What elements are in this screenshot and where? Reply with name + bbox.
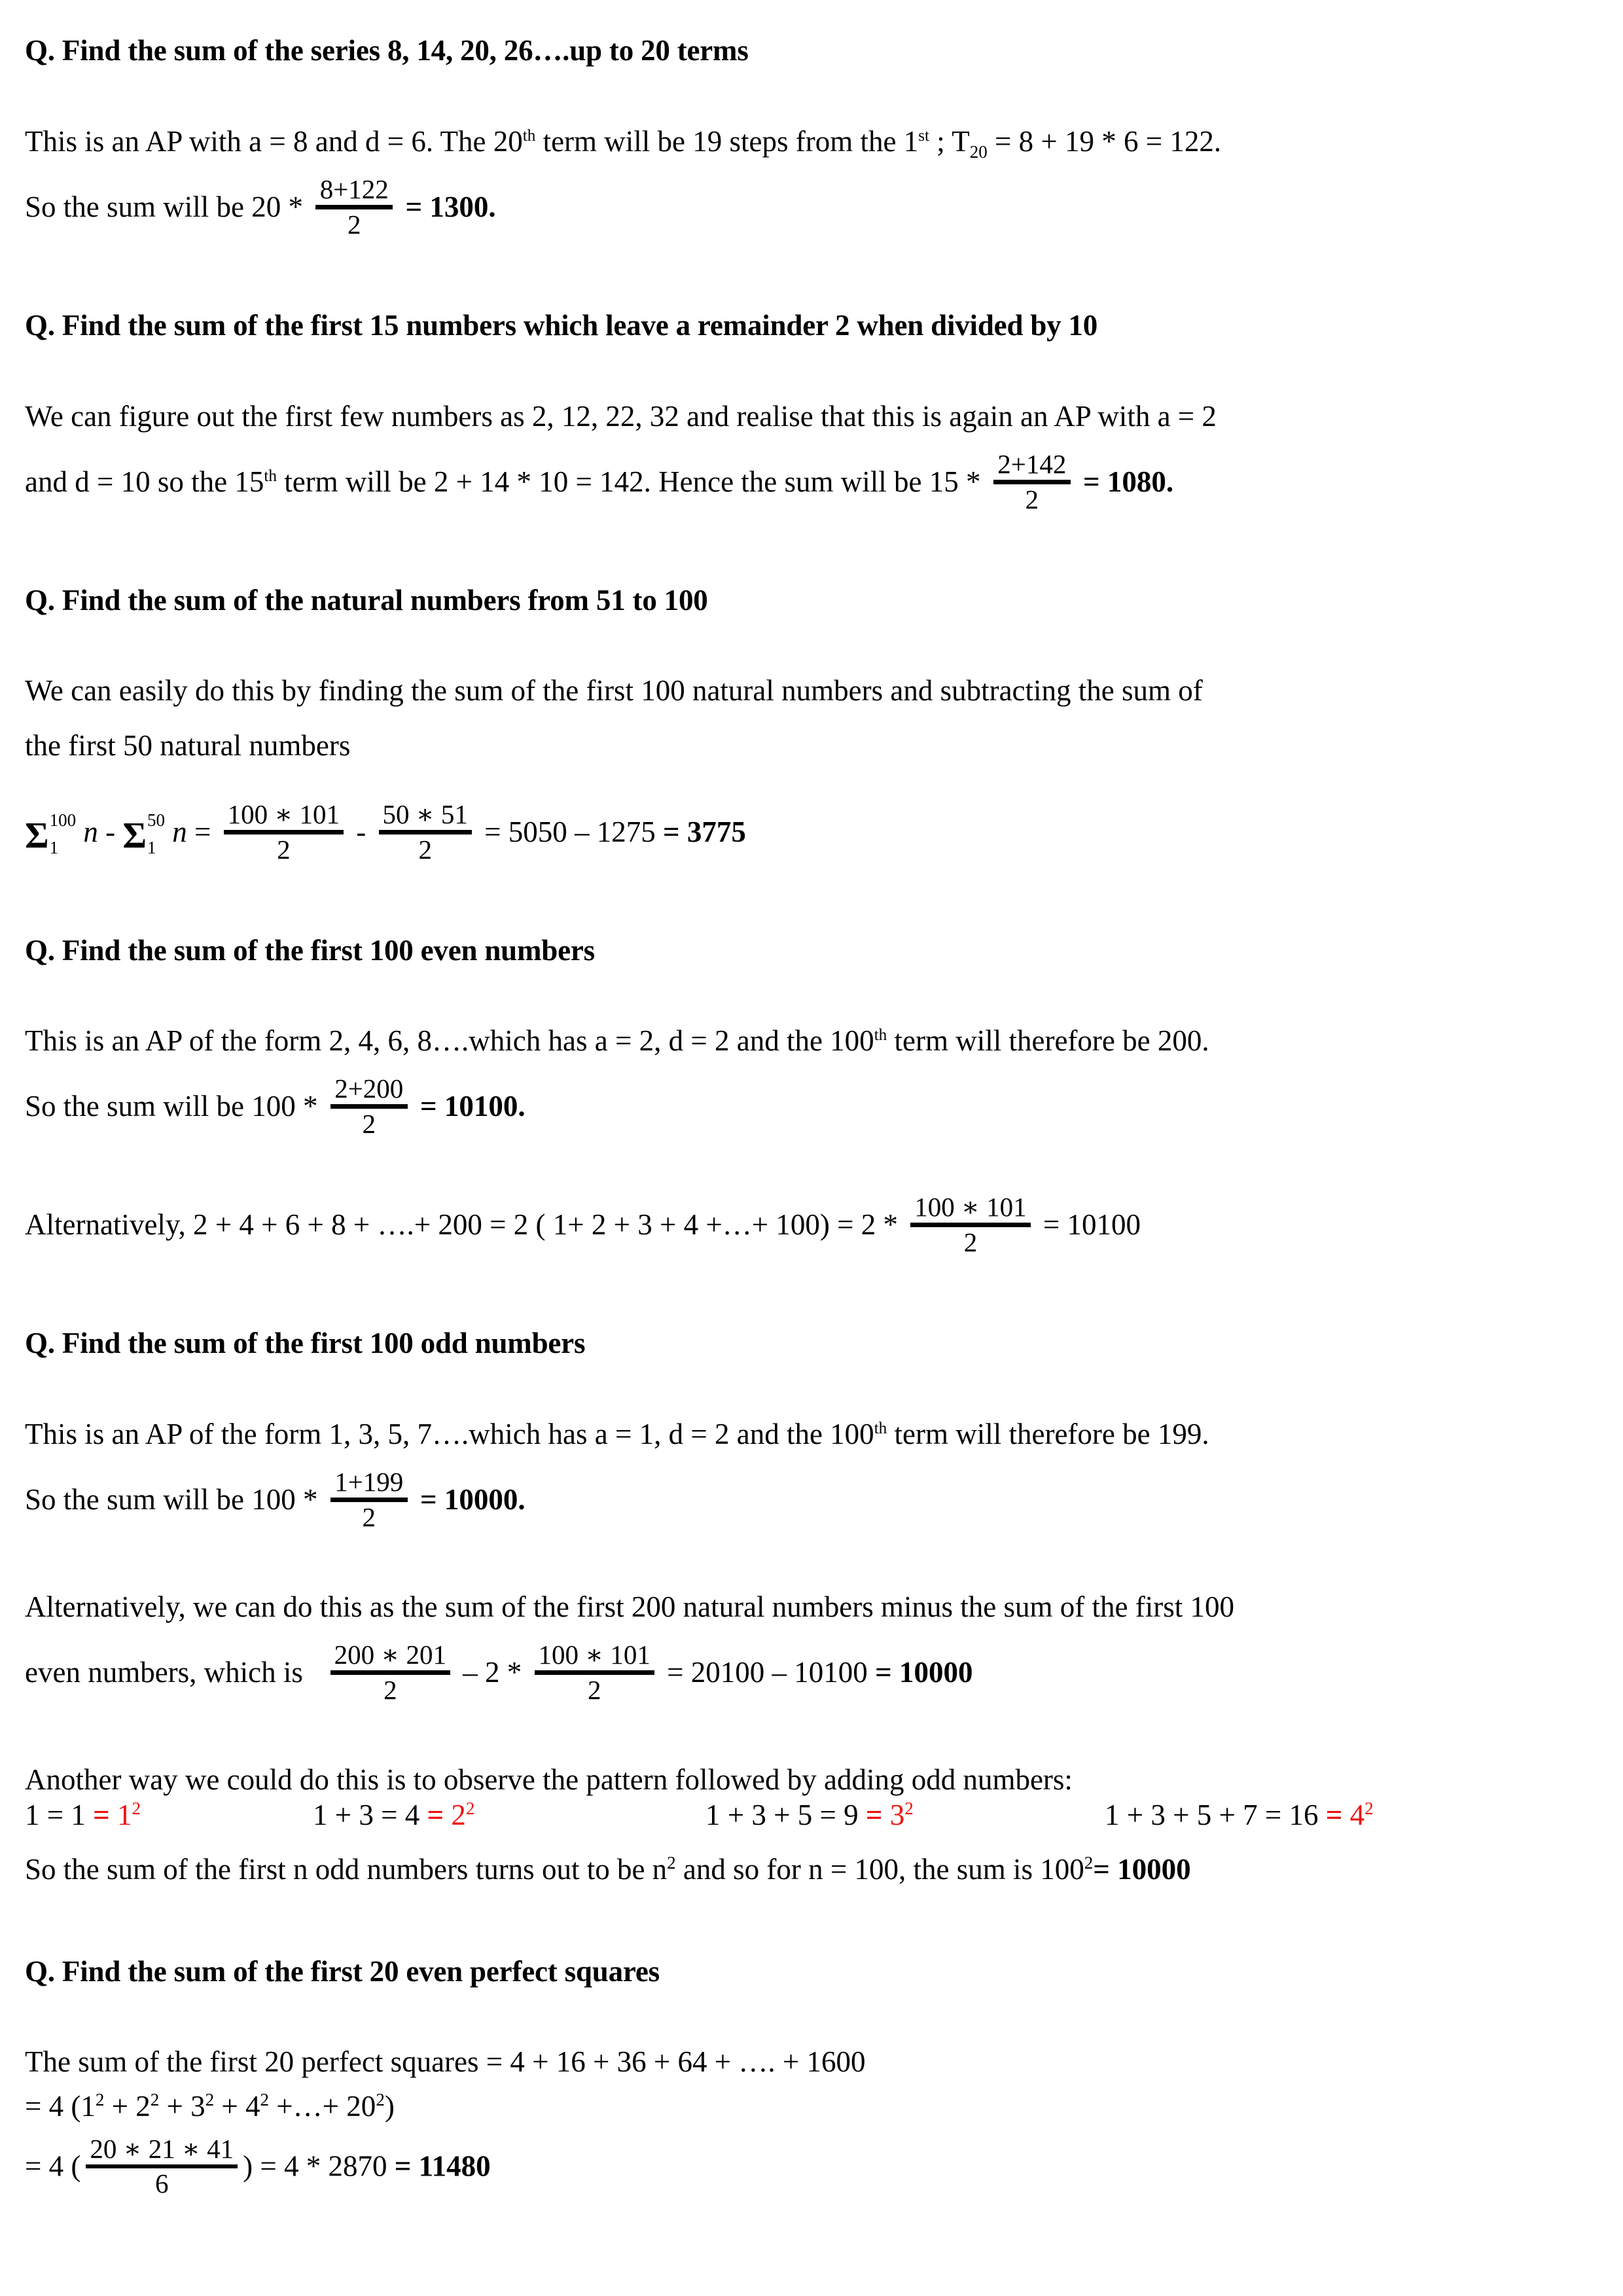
fraction-8plus122-over-2 bbox=[315, 173, 393, 240]
pattern-item-4 bbox=[1105, 1798, 1374, 1833]
spacer bbox=[25, 763, 1584, 804]
ordinal-suffix-th: th bbox=[264, 467, 277, 485]
spacer bbox=[25, 343, 1584, 399]
fraction-denominator: 2 bbox=[362, 1109, 376, 1139]
sigma-icon: Σ bbox=[122, 816, 147, 857]
ordinal-suffix-th: th bbox=[874, 1420, 887, 1438]
fraction-numerator: 200 ∗ 201 bbox=[334, 1640, 447, 1670]
pattern-conclusion bbox=[25, 1852, 1584, 1887]
pattern-3-base: 3 bbox=[889, 1798, 905, 1831]
final-text-b: ) = 4 * 2870 bbox=[243, 2149, 387, 2182]
spacer bbox=[25, 1534, 1584, 1590]
pattern-1-exponent: 2 bbox=[132, 1798, 141, 1818]
fraction-bar bbox=[535, 1670, 654, 1675]
result-10000: = 10000 bbox=[1093, 1852, 1191, 1886]
answer-4-text-b: term will therefore be 200. bbox=[887, 1024, 1209, 1058]
sigma-limits-2 bbox=[147, 811, 165, 857]
answer-paragraph-4-sum bbox=[25, 1073, 1584, 1140]
result-3775: = 3775 bbox=[663, 815, 746, 848]
spacer bbox=[25, 1259, 1584, 1327]
fraction-numerator: 20 ∗ 21 ∗ 41 bbox=[90, 2133, 234, 2164]
summation-equation bbox=[25, 798, 1584, 866]
variable-n: n bbox=[83, 815, 98, 848]
fraction-20x21x41-over-6 bbox=[86, 2133, 238, 2198]
pattern-row bbox=[25, 1798, 1584, 1833]
alternative-method-5-line2 bbox=[25, 1640, 1584, 1706]
spacer bbox=[25, 617, 1584, 673]
question-heading-1: Q. Find the sum of the series 8, 14, 20, 26….up to 20 terms bbox=[25, 34, 749, 67]
answer-1-text-b: term will be 19 steps from the 1 bbox=[535, 124, 919, 158]
fraction-numerator: 1+199 bbox=[334, 1467, 404, 1498]
answer-2-text-b: term will be 2 + 14 * 10 = 142. Hence the sum will be 15 * bbox=[276, 465, 981, 498]
pattern-3-exponent: 2 bbox=[904, 1798, 914, 1818]
fraction-100x101-over-2 bbox=[535, 1641, 654, 1704]
answer-5-text-b: term will therefore be 199. bbox=[887, 1418, 1209, 1451]
answer-1-text-d: = 8 + 19 * 6 = 122. bbox=[987, 124, 1222, 158]
intermediate-result: = 5050 – 1275 bbox=[484, 815, 656, 848]
fraction-numerator: 100 ∗ 101 bbox=[914, 1192, 1027, 1223]
spacer bbox=[25, 1706, 1584, 1763]
fraction-bar bbox=[330, 1104, 408, 1109]
fraction-numerator: 2+200 bbox=[334, 1073, 404, 1104]
pattern-item-2 bbox=[313, 1798, 705, 1833]
fraction-2plus200-over-2 bbox=[330, 1075, 408, 1138]
fraction-bar bbox=[993, 480, 1071, 484]
fraction-denominator: 2 bbox=[587, 1675, 601, 1706]
pattern-item-1 bbox=[25, 1798, 313, 1833]
answer-paragraph-6-line1: The sum of the first 20 perfect squares = 4 + 16 + 36 + 64 + …. + 1600 bbox=[25, 2045, 866, 2079]
answer-paragraph-1-sum bbox=[25, 173, 1584, 241]
fraction-denominator: 2 bbox=[963, 1227, 978, 1258]
fraction-bar bbox=[224, 830, 344, 834]
question-heading-6: Q. Find the sum of the first 20 even perfect squares bbox=[25, 1954, 660, 1988]
fraction-1plus199-over-2 bbox=[330, 1469, 408, 1531]
exponent-2: 2 bbox=[376, 2089, 385, 2109]
spacer bbox=[25, 241, 1584, 309]
answer-paragraph-5 bbox=[25, 1417, 1584, 1452]
spacer bbox=[25, 68, 1584, 124]
pattern-1-black: 1 = 1 bbox=[25, 1798, 94, 1831]
fraction-bar bbox=[330, 1498, 408, 1502]
pattern-intro: Another way we could do this is to observe the pattern followed by adding odd numbers: bbox=[25, 1763, 1073, 1797]
answer-5-text-a: This is an AP of the form 1, 3, 5, 7….which has a = 1, d = 2 and the 100 bbox=[25, 1418, 874, 1451]
sigma-lower-limit: 1 bbox=[147, 837, 156, 857]
question-heading-4: Q. Find the sum of the first 100 even numbers bbox=[25, 933, 595, 967]
final-text-a: = 4 ( bbox=[25, 2149, 81, 2182]
answer-paragraph-3-line1: We can easily do this by finding the sum of the first 100 natural numbers and subtracting the sum of bbox=[25, 674, 1203, 708]
fraction-denominator: 2 bbox=[277, 834, 291, 865]
question-heading-2: Q. Find the sum of the first 15 numbers which leave a remainder 2 when divided by 10 bbox=[25, 308, 1098, 342]
result-10100: = 10100. bbox=[420, 1090, 526, 1123]
sigma-icon: Σ bbox=[25, 816, 49, 857]
pattern-2-equals: = bbox=[427, 1798, 452, 1831]
spacer bbox=[25, 1361, 1584, 1417]
spacer bbox=[25, 1887, 1584, 1955]
ordinal-suffix-st: st bbox=[918, 126, 930, 145]
subtraction-operator: - bbox=[356, 815, 366, 848]
fraction-denominator: 6 bbox=[154, 2168, 169, 2198]
sigma-upper-limit: 50 bbox=[147, 810, 165, 831]
exponent-2: 2 bbox=[667, 1852, 676, 1873]
result-1080: = 1080. bbox=[1083, 465, 1174, 498]
answer-paragraph-6-line2 bbox=[25, 2089, 1584, 2124]
fraction-bar bbox=[315, 205, 393, 209]
pattern-3-equals: = bbox=[865, 1798, 890, 1831]
answer-paragraph-4 bbox=[25, 1024, 1584, 1058]
sigma-limits-1 bbox=[50, 811, 77, 857]
pattern-2-black: 1 + 3 = 4 bbox=[313, 1798, 427, 1831]
ordinal-suffix-th: th bbox=[874, 1026, 887, 1045]
answer-paragraph-5-sum bbox=[25, 1467, 1584, 1534]
spacer bbox=[25, 967, 1584, 1024]
result-10000: = 10000 bbox=[875, 1656, 973, 1689]
fraction-denominator: 2 bbox=[362, 1502, 376, 1533]
sigma-lower-limit: 1 bbox=[49, 837, 59, 857]
answer-paragraph-1 bbox=[25, 124, 1584, 162]
sum-label-4: So the sum will be 100 * bbox=[25, 1090, 318, 1123]
concl-text-a: So the sum of the first n odd numbers turns out to be n bbox=[25, 1852, 668, 1886]
exponent-2: 2 bbox=[260, 2089, 270, 2109]
exponent-2: 2 bbox=[1084, 1852, 1094, 1873]
fraction-numerator: 8+122 bbox=[319, 173, 389, 204]
spacer bbox=[25, 866, 1584, 934]
result-10000: = 10000. bbox=[420, 1483, 526, 1516]
alt-4-result: = 10100 bbox=[1043, 1208, 1141, 1242]
fraction-100x101-over-2 bbox=[224, 798, 344, 865]
spacer bbox=[25, 1988, 1584, 2045]
pattern-2-base: 2 bbox=[451, 1798, 466, 1831]
alt-5-middle-operator: – 2 * bbox=[463, 1656, 522, 1689]
expansion-text-f: ) bbox=[384, 2089, 395, 2123]
sigma-upper-limit: 100 bbox=[49, 810, 77, 831]
pattern-4-exponent: 2 bbox=[1364, 1798, 1374, 1818]
alt-5-text-b: = 20100 – 10100 bbox=[667, 1656, 868, 1689]
fraction-numerator: 2+142 bbox=[997, 448, 1067, 479]
fraction-denominator: 2 bbox=[418, 834, 432, 865]
question-heading-5: Q. Find the sum of the first 100 odd numbers bbox=[25, 1327, 586, 1360]
alternative-method-5-line1: Alternatively, we can do this as the sum of the first 200 natural numbers minus the sum of the first 100 bbox=[25, 1590, 1234, 1624]
term-subscript-20: 20 bbox=[969, 141, 988, 162]
exponent-2: 2 bbox=[205, 2089, 215, 2109]
expansion-text-b: + 2 bbox=[104, 2089, 151, 2123]
fraction-100x101-over-2 bbox=[910, 1194, 1030, 1256]
fraction-2plus142-over-2 bbox=[993, 448, 1071, 514]
equals-operator: = bbox=[194, 815, 211, 848]
alternative-method-4 bbox=[25, 1192, 1584, 1259]
fraction-numerator: 100 ∗ 101 bbox=[227, 798, 340, 829]
result-11480: = 11480 bbox=[394, 2149, 491, 2182]
answer-4-text-a: This is an AP of the form 2, 4, 6, 8….which has a = 2, d = 2 and the 100 bbox=[25, 1024, 874, 1058]
pattern-4-black: 1 + 3 + 5 + 7 = 16 bbox=[1105, 1798, 1326, 1831]
expansion-text-c: + 3 bbox=[159, 2089, 205, 2123]
concl-text-b: and so for n = 100, the sum is 100 bbox=[675, 1852, 1084, 1886]
fraction-bar bbox=[910, 1223, 1030, 1227]
result-1300: = 1300. bbox=[405, 190, 496, 223]
ordinal-suffix-th: th bbox=[522, 126, 536, 145]
pattern-1-base: 1 bbox=[117, 1798, 132, 1831]
variable-n: n bbox=[172, 815, 187, 848]
spacer bbox=[25, 1140, 1584, 1196]
pattern-4-equals: = bbox=[1325, 1798, 1350, 1831]
spacer bbox=[25, 516, 1584, 584]
sum-label-1: So the sum will be 20 * bbox=[25, 190, 303, 223]
expansion-text-e: +…+ 20 bbox=[269, 2089, 376, 2123]
answer-1-text-a: This is an AP with a = 8 and d = 6. The 20 bbox=[25, 124, 523, 158]
pattern-1-equals: = bbox=[93, 1798, 118, 1831]
question-heading-3: Q. Find the sum of the natural numbers from 51 to 100 bbox=[25, 583, 708, 617]
pattern-4-base: 4 bbox=[1349, 1798, 1365, 1831]
answer-1-text-c: ; T bbox=[929, 124, 970, 158]
fraction-numerator: 50 ∗ 51 bbox=[382, 798, 468, 829]
answer-2-text-a: and d = 10 so the 15 bbox=[25, 465, 264, 498]
exponent-2: 2 bbox=[95, 2089, 105, 2109]
fraction-bar bbox=[330, 1670, 450, 1675]
fraction-50x51-over-2 bbox=[379, 798, 472, 865]
answer-paragraph-2-sum bbox=[25, 448, 1584, 516]
expansion-text-d: + 4 bbox=[214, 2089, 260, 2123]
expansion-text-a: = 4 (1 bbox=[25, 2089, 96, 2123]
minus-operator: - bbox=[105, 815, 116, 848]
sum-label-5: So the sum will be 100 * bbox=[25, 1483, 318, 1516]
fraction-denominator: 2 bbox=[383, 1675, 397, 1706]
alt-4-text-a: Alternatively, 2 + 4 + 6 + 8 + ….+ 200 = 2 ( 1+ 2 + 3 + 4 +…+ 100) = 2 * bbox=[25, 1208, 899, 1242]
pattern-2-exponent: 2 bbox=[465, 1798, 475, 1818]
answer-paragraph-3-line2: the first 50 natural numbers bbox=[25, 728, 351, 762]
fraction-bar bbox=[379, 830, 472, 834]
exponent-2: 2 bbox=[150, 2089, 160, 2109]
pattern-3-black: 1 + 3 + 5 = 9 bbox=[705, 1798, 866, 1831]
alt-5-text-a: even numbers, which is bbox=[25, 1656, 303, 1689]
fraction-denominator: 2 bbox=[1025, 484, 1039, 514]
fraction-200x201-over-2 bbox=[330, 1641, 450, 1704]
answer-paragraph-6-line3 bbox=[25, 2133, 1584, 2200]
fraction-numerator: 100 ∗ 101 bbox=[538, 1640, 651, 1670]
pattern-item-3 bbox=[705, 1798, 1105, 1833]
answer-paragraph-2: We can figure out the first few numbers as 2, 12, 22, 32 and realise that this is again an AP with a = 2 bbox=[25, 399, 1217, 433]
fraction-denominator: 2 bbox=[348, 209, 361, 240]
